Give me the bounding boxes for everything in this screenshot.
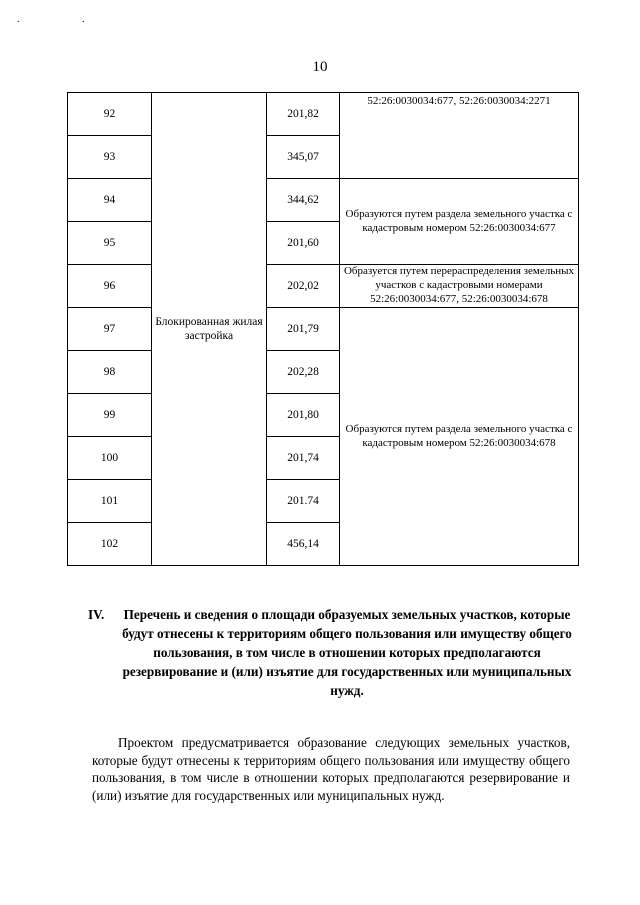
plot-number: 93 <box>68 136 152 179</box>
plot-number: 98 <box>68 351 152 394</box>
plot-number: 100 <box>68 437 152 480</box>
formation-note: Образуется путем перераспределения земельных участков с кадастровыми номерами 52:26:0030034:677, 52:26:0030034:678 <box>340 265 579 308</box>
plot-area: 201,60 <box>267 222 340 265</box>
plot-area: 201,74 <box>267 437 340 480</box>
table-row <box>68 93 579 136</box>
body-paragraph: Проектом предусматривается образование следующих земельных участков, которые будут отнесены к территориям общего пользования или имуществу общего пользования, в том числе в отношении которых предполагаются резервирование и (или) изъятие для государственных или муниципальных нужд. <box>92 735 570 803</box>
plot-area: 202,02 <box>267 265 340 308</box>
plot-number: 95 <box>68 222 152 265</box>
land-plots-table <box>67 92 579 566</box>
plot-area: 201,79 <box>267 308 340 351</box>
table-row <box>68 308 579 351</box>
plot-area: 345,07 <box>267 136 340 179</box>
plot-number: 97 <box>68 308 152 351</box>
plot-area: 202,28 <box>267 351 340 394</box>
section-heading <box>88 605 578 700</box>
formation-note: Образуются путем раздела земельного участка с кадастровым номером 52:26:0030034:677 <box>340 179 579 265</box>
page-number: 10 <box>312 59 328 75</box>
table-row <box>68 265 579 308</box>
plot-area: 456,14 <box>267 523 340 566</box>
plot-area: 201,80 <box>267 394 340 437</box>
section-numeral: IV. <box>88 607 105 622</box>
plot-number: 92 <box>68 93 152 136</box>
section-title: Перечень и сведения о площади образуемых земельных участков, которые будут отнесены к территориям общего пользования или имуществу общего пользования, в том числе в отношении которых предполагаются резервирование и (или) изъятие для государственных или муниципальных нужд. <box>122 607 572 698</box>
plot-number: 101 <box>68 480 152 523</box>
plot-area: 201,82 <box>267 93 340 136</box>
plot-area: 344,62 <box>267 179 340 222</box>
plot-number: 94 <box>68 179 152 222</box>
plot-area: 201.74 <box>267 480 340 523</box>
land-use-cell: Блокированная жилая застройка <box>152 93 267 566</box>
plot-number: 99 <box>68 394 152 437</box>
plot-number: 102 <box>68 523 152 566</box>
corner-marks: . . <box>17 14 115 25</box>
plot-number: 96 <box>68 265 152 308</box>
formation-note: Образуются путем раздела земельного участка с кадастровым номером 52:26:0030034:678 <box>340 308 579 566</box>
table-row <box>68 179 579 222</box>
formation-note: 52:26:0030034:677, 52:26:0030034:2271 <box>340 93 579 179</box>
